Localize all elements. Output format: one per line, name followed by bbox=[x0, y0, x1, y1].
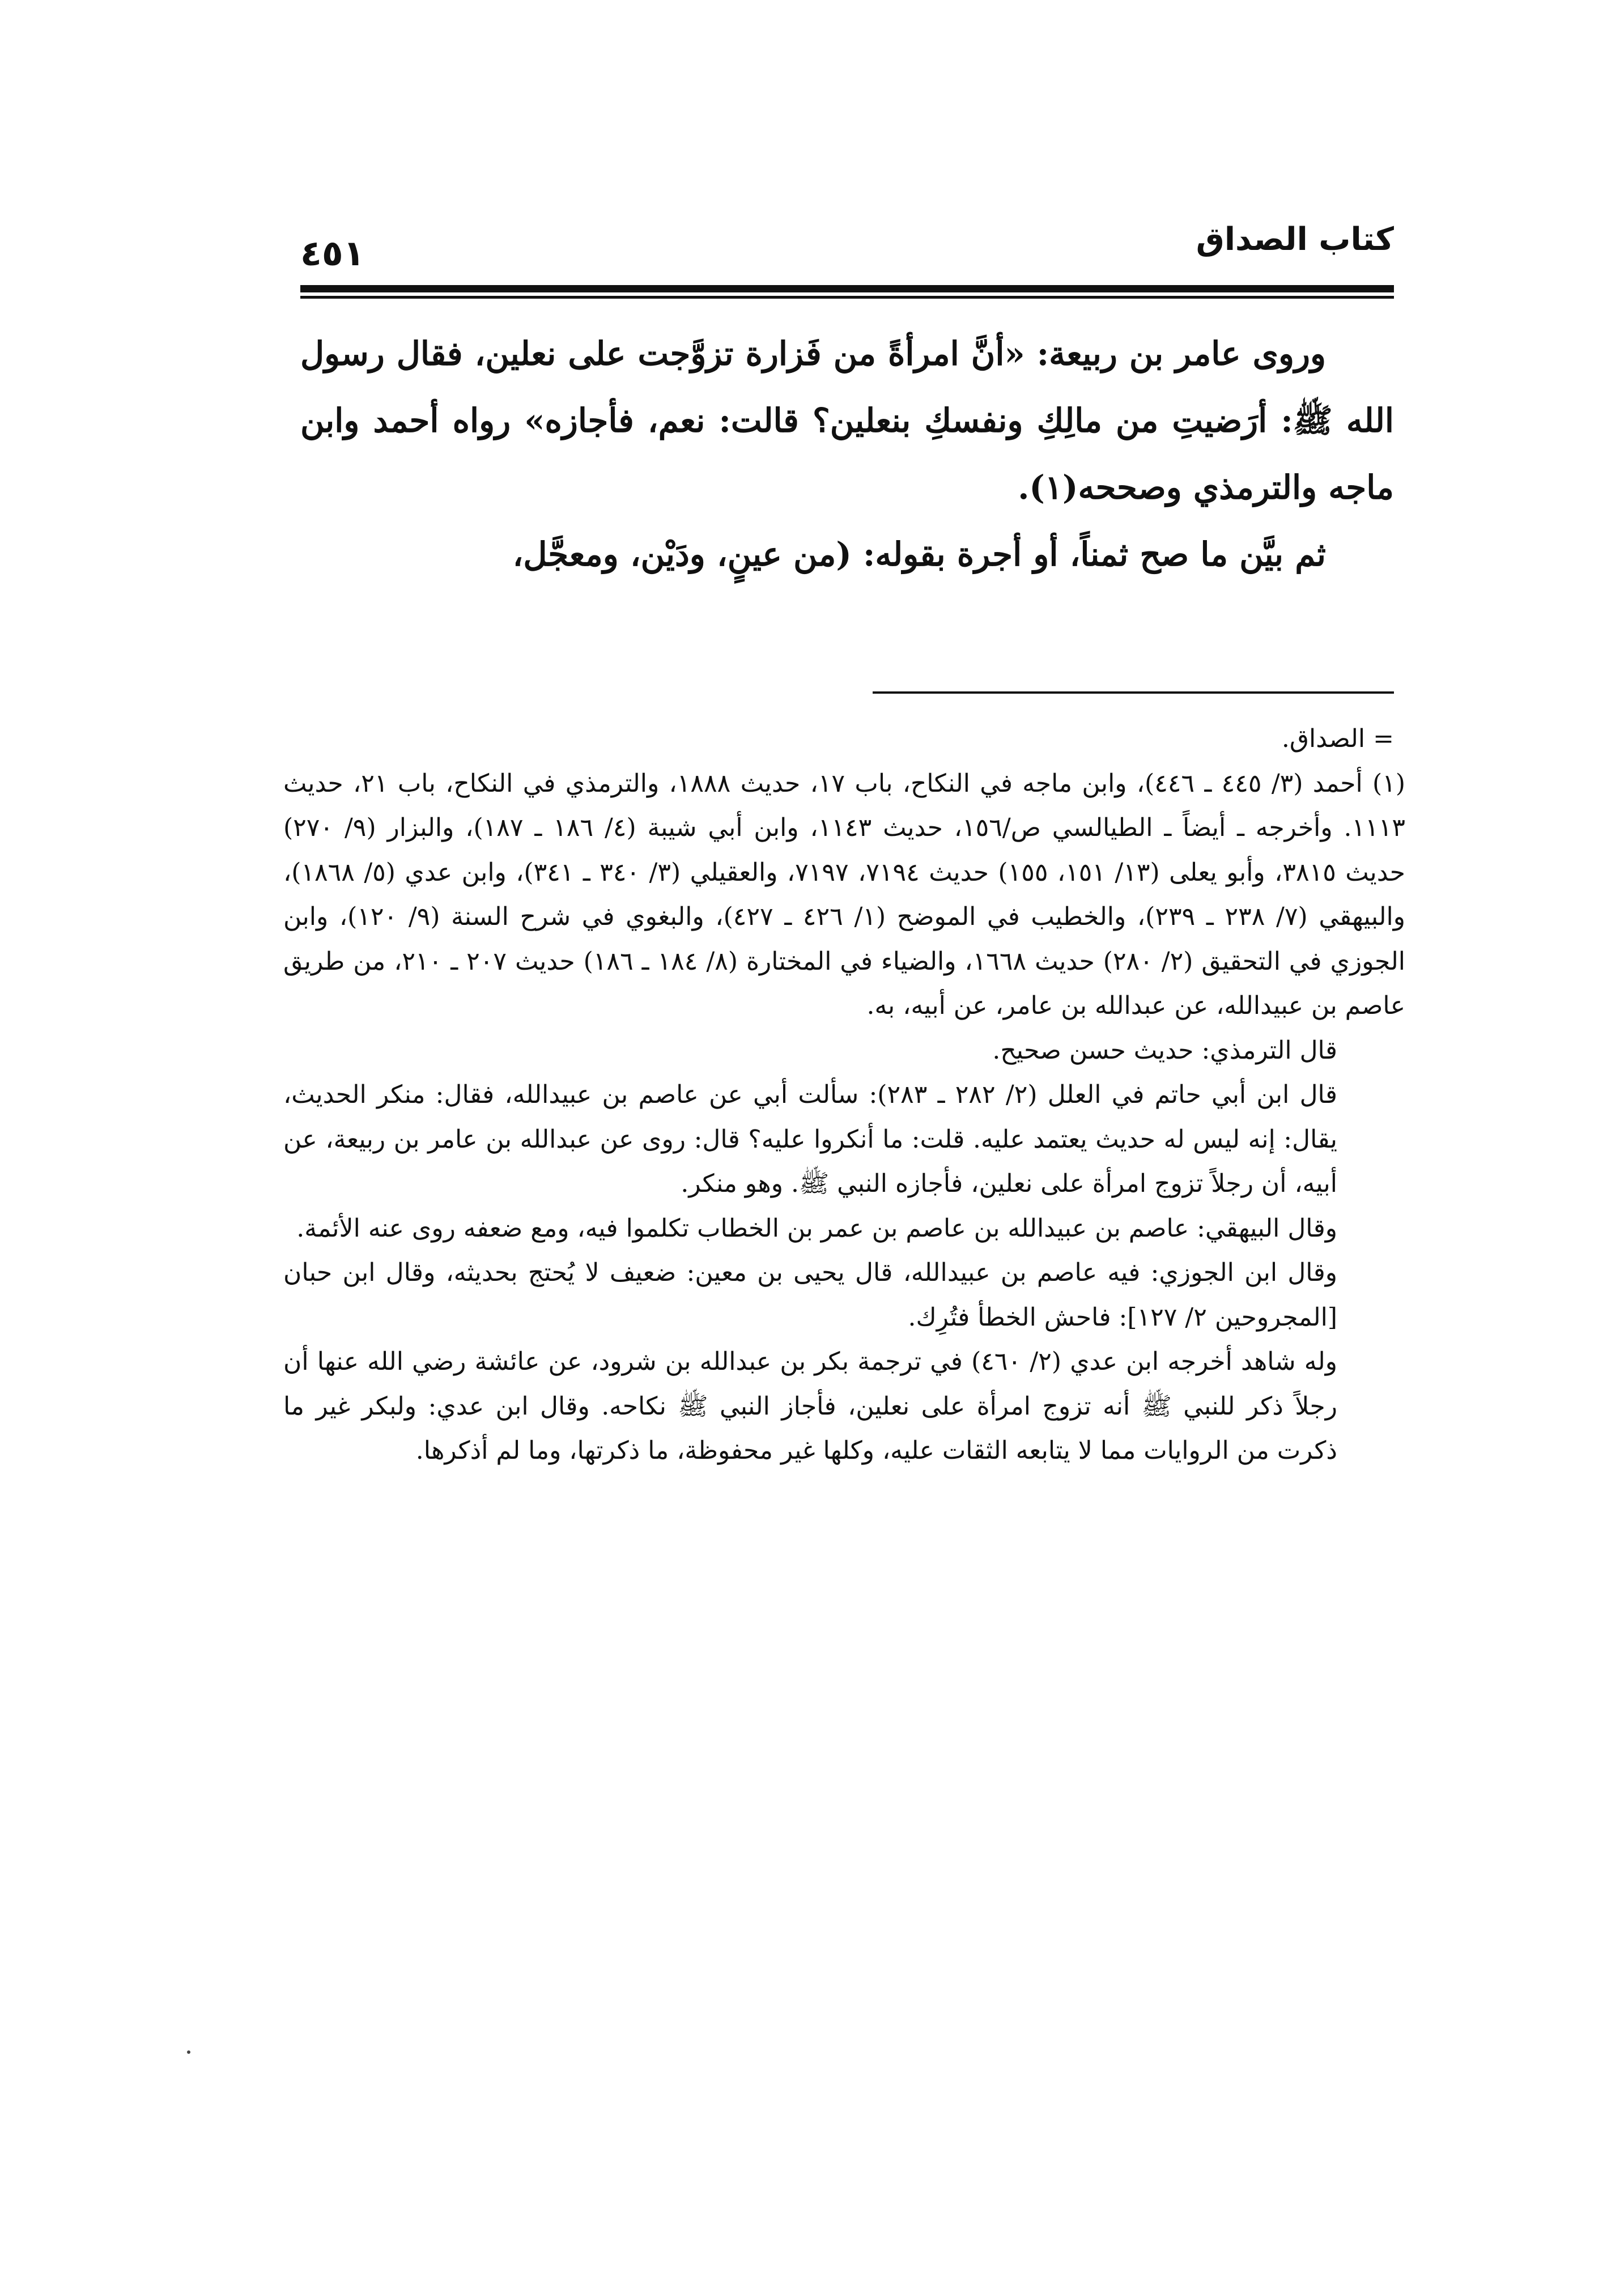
footnote-1-shahid: وله شاهد أخرجه ابن عدي (٢/ ٤٦٠) في ترجمة بكر بن عبدالله بن شرود، عن عائشة رضي الله عنها أن رجلاً ذكر للنبي ﷺ أنه تزوج امرأة على نعلين، فأجاز النبي ﷺ نكاحه. وقال ابن عدي: ولبكر غير ما ذكرت من الروايات مما لا يتابعه الثقات عليه، وكلها غير محفوظة، ما ذكرتها، وما لم أذكرها. bbox=[283, 1347, 1338, 1465]
page-header bbox=[300, 215, 1394, 278]
footnote-1-bayhaqi: وقال البيهقي: عاصم بن عبيدالله بن عاصم بن عمر بن الخطاب تكلموا فيه، ومع ضعفه روى عنه الأئمة. bbox=[296, 1213, 1337, 1243]
footnote-separator bbox=[873, 691, 1394, 694]
scan-speck bbox=[187, 2050, 190, 2054]
footnote-1-abi-hatim: قال ابن أبي حاتم في العلل (٢/ ٢٨٢ ـ ٢٨٣): سألت أبي عن عاصم بن عبيدالله، فقال: منكر الحديث، يقال: إنه ليس له حديث يعتمد عليه. قلت: ما أنكروا عليه؟ قال: روى عن عبدالله بن عامر بن ربيعة، عن أبيه، أن رجلاً تزوج امرأة على نعلين، فأجازه النبي ﷺ. وهو منكر. bbox=[283, 1080, 1338, 1198]
main-paragraph: وروى عامر بن ربيعة: «أنَّ امرأةً من فَزارة تزوَّجت على نعلين، فقال رسول الله ﷺ: أرَضيتِ من مالِكِ ونفسكِ بنعلين؟ قالت: نعم، فأجازه» رواه أحمد وابن ماجه والترمذي وصححه(١). bbox=[300, 334, 1394, 507]
footnote-1-tirmidhi: قال الترمذي: حديث حسن صحيح. bbox=[992, 1035, 1337, 1065]
footnotes bbox=[283, 717, 1405, 1474]
page-number: ٤٥١ bbox=[300, 232, 365, 274]
running-title: كتاب الصداق bbox=[1196, 221, 1394, 258]
header-rule-thin bbox=[300, 296, 1394, 299]
footnote-1: (١) أحمد (٣/ ٤٤٥ ـ ٤٤٦)، وابن ماجه في النكاح، باب ١٧، حديث ١٨٨٨، والترمذي في النكاح، باب ٢١، حديث ١١١٣. وأخرجه ـ أيضاً ـ الطيالسي ص/١٥٦، حديث ١١٤٣، وابن أبي شيبة (٤/ ١٨٦ ـ ١٨٧)، والبزار (٩/ ٢٧٠) حديث ٣٨١٥، وأبو يعلى (١٣/ ١٥١، ١٥٥) حديث ٧١٩٤، ٧١٩٧، والعقيلي (٣/ ٣٤٠ ـ ٣٤١)، وابن عدي (٥/ ١٨٦٨)، والبيهقي (٧/ ٢٣٨ ـ ٢٣٩)، والخطيب في الموضح (١/ ٤٢٦ ـ ٤٢٧)، والبغوي في شرح السنة (٩/ ١٢٠)، وابن الجوزي في التحقيق (٢/ ٢٨٠) حديث ١٦٦٨، والضياء في المختارة (٨/ ١٨٤ ـ ١٨٦) حديث ٢٠٧ ـ ٢١٠، من طريق عاصم بن عبيدالله، عن عبدالله بن عامر، عن أبيه، به. bbox=[283, 768, 1406, 1020]
header-rule bbox=[300, 285, 1394, 300]
footnote-continuation: = الصداق. bbox=[1281, 724, 1394, 753]
main-paragraph: ثم بيَّن ما صح ثمناً، أو أجرة بقوله: (من عينٍ، ودَيْن، ومعجَّل، bbox=[512, 535, 1326, 574]
header-rule-thick bbox=[300, 285, 1394, 292]
main-text bbox=[300, 320, 1394, 588]
footnote-1-ibn-jawzi: وقال ابن الجوزي: فيه عاصم بن عبيدالله، قال يحيى بن معين: ضعيف لا يُحتج بحديثه، وقال ابن حبان [المجروحين ٢/ ١٢٧]: فاحش الخطأ فتُرِك. bbox=[283, 1258, 1337, 1332]
